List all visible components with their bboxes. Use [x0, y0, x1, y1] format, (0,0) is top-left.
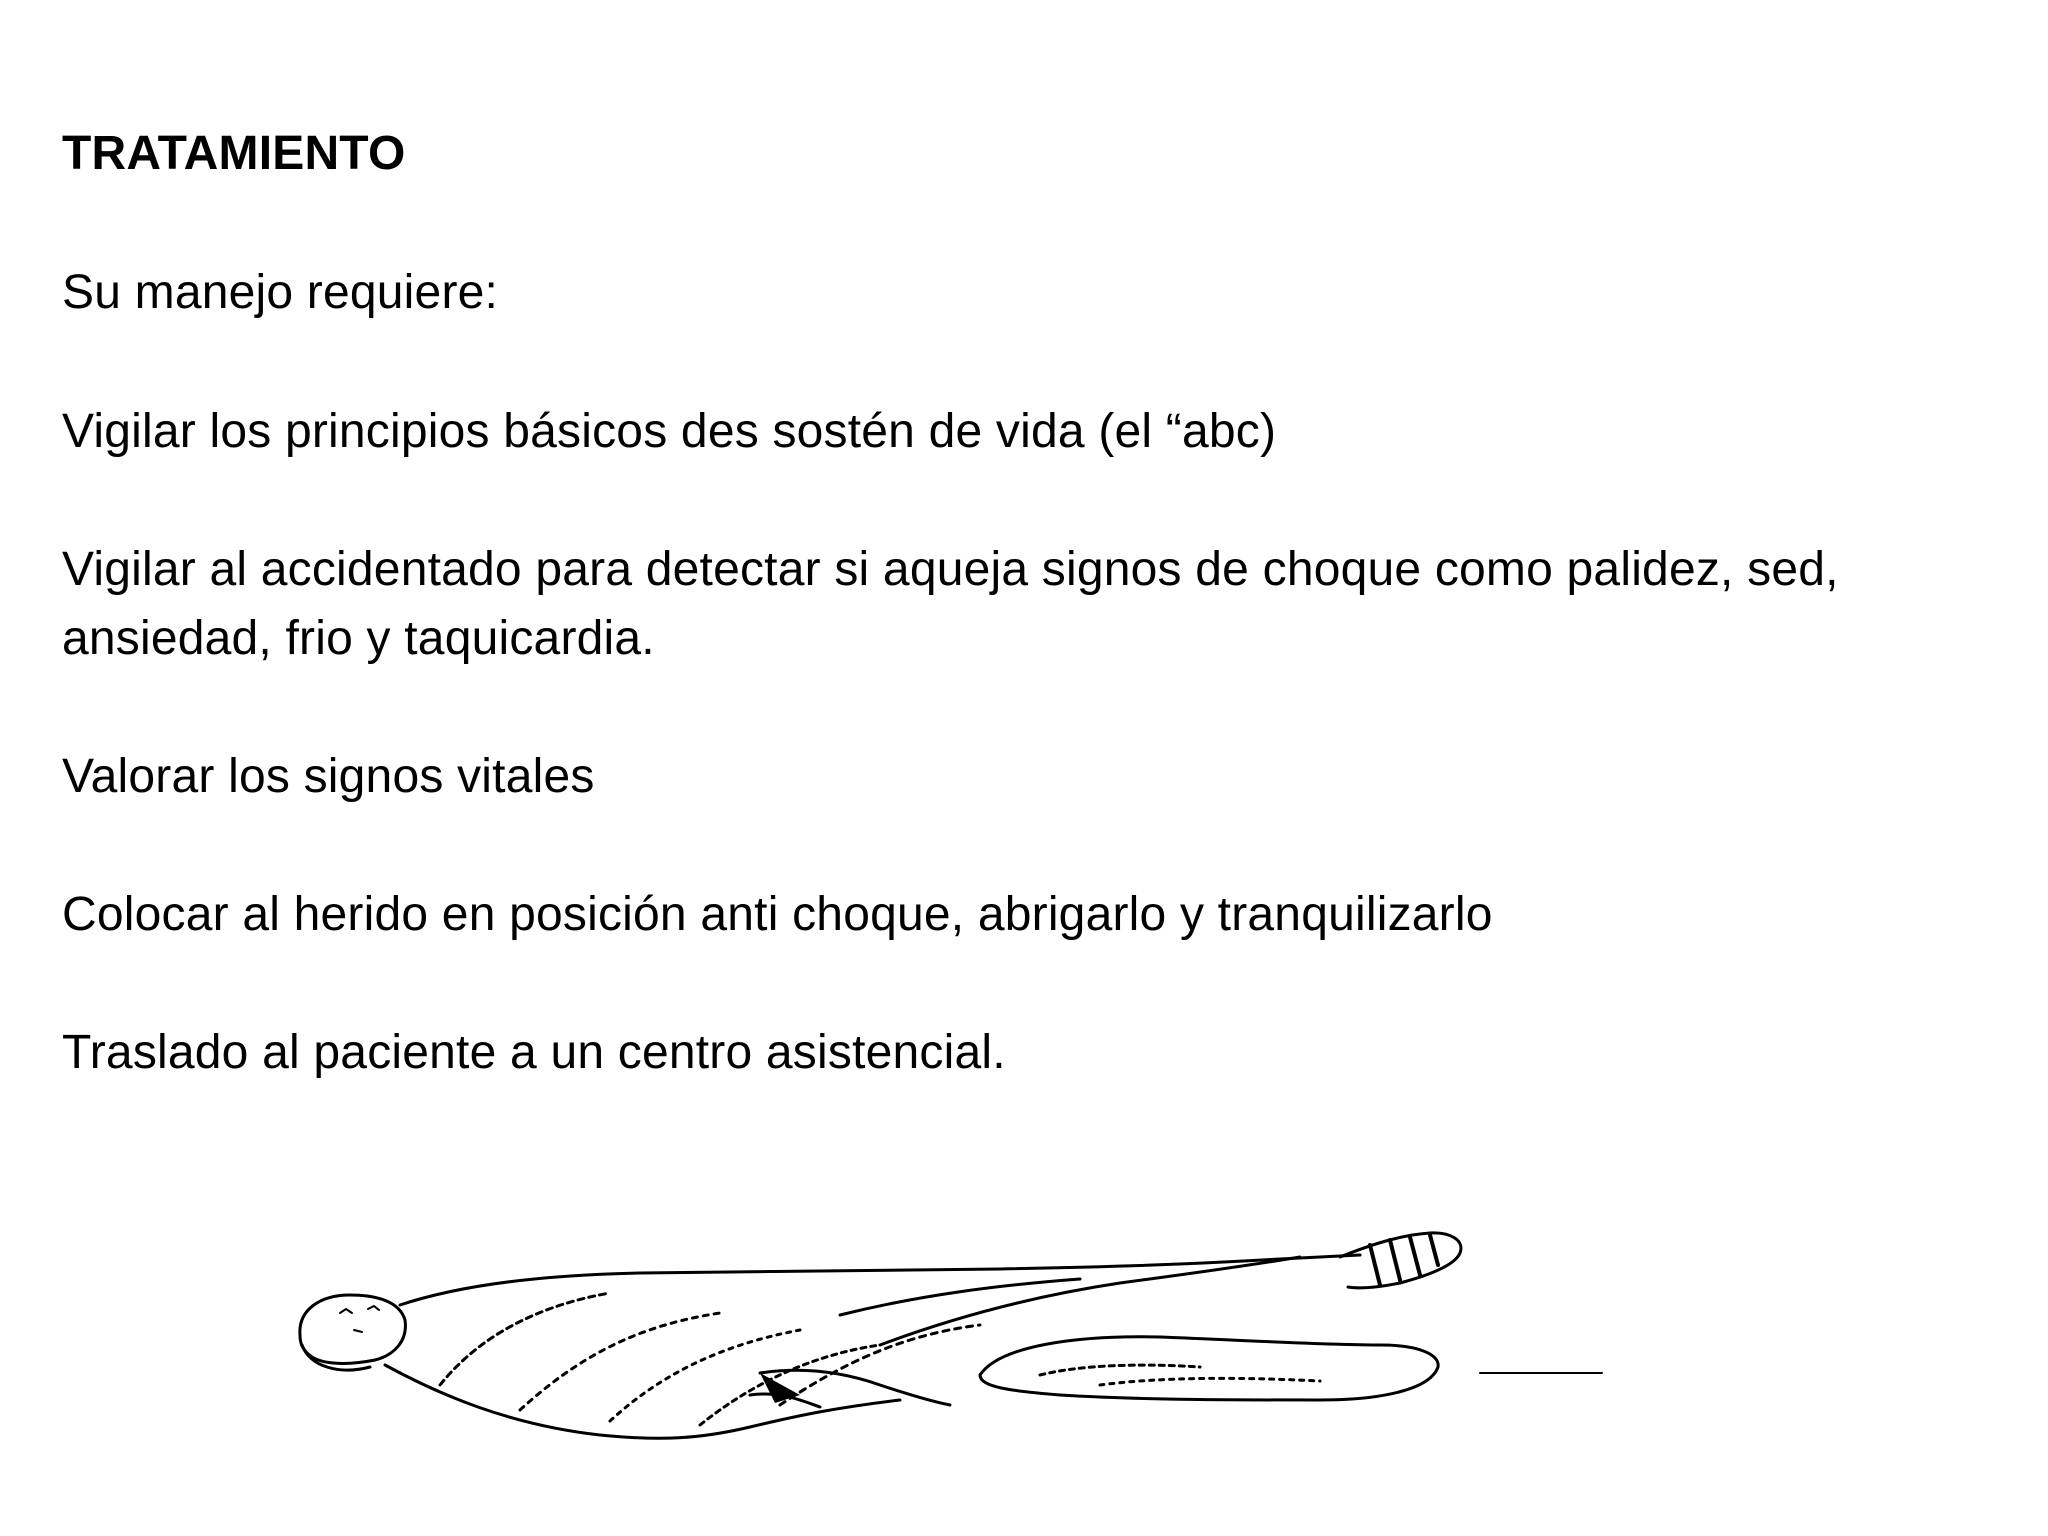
- person-shock-position-icon: [280, 1195, 1620, 1475]
- paragraph-position: Colocar al herido en posición anti choque, abrigarlo y tranquilizarlo: [62, 888, 1493, 941]
- paragraph-abc: Vigilar los principios básicos des sostén de vida (el “abc): [62, 405, 1277, 458]
- paragraph-intro: Su manejo requiere:: [62, 266, 499, 319]
- paragraph-transfer: Traslado al paciente a un centro asistencial.: [62, 1026, 1006, 1079]
- slide-title: TRATAMIENTO: [62, 127, 406, 180]
- paragraph-vital-signs: Valorar los signos vitales: [62, 750, 595, 803]
- paragraph-shock-signs: Vigilar al accidentado para detectar si aqueja signos de choque como palidez, sed, ansiedad, frio y taquicardia.: [62, 543, 1839, 665]
